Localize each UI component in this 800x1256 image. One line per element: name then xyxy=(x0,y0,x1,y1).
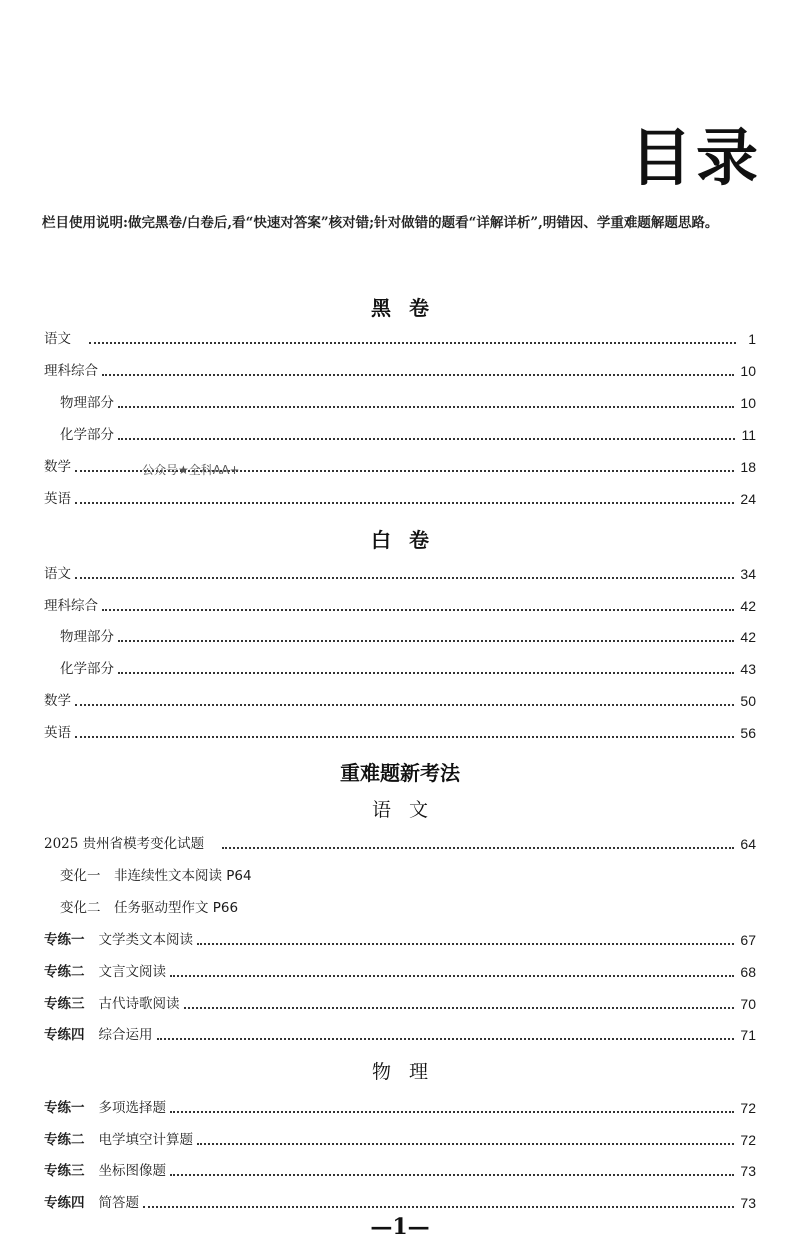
toc-entry[interactable] xyxy=(44,687,756,711)
leader-dots xyxy=(170,975,734,977)
toc-entry-label: 古代诗歌阅读 xyxy=(98,996,180,1012)
section-heading-white-paper: 白卷 xyxy=(371,528,447,552)
toc-entry[interactable] xyxy=(60,623,756,647)
toc-subentry[interactable] xyxy=(60,862,756,886)
toc-entry[interactable] xyxy=(60,389,756,413)
drill-number: 专练四 xyxy=(44,1027,85,1043)
drill-number: 专练二 xyxy=(44,964,85,980)
toc-entry-label: 英语 xyxy=(44,491,71,507)
subsection-heading-chinese: 语文 xyxy=(371,799,446,821)
toc-entry[interactable] xyxy=(44,958,756,982)
leader-dots xyxy=(75,704,734,706)
toc-entry-page: 34 xyxy=(740,566,756,582)
toc-entry-label: 文学类文本阅读 xyxy=(98,932,193,948)
drill-number: 专练一 xyxy=(44,932,85,948)
toc-subentry-label: 变化一 非连续性文本阅读 P64 xyxy=(60,868,252,884)
toc-entry-page: 50 xyxy=(740,693,756,709)
toc-entry-label: 化学部分 xyxy=(60,661,114,677)
toc-entry[interactable] xyxy=(44,1021,756,1045)
toc-entry-label: 物理部分 xyxy=(60,395,114,411)
page-number: —1— xyxy=(370,1214,430,1240)
section-heading-hard-topics: 重难题新考法 xyxy=(340,761,460,785)
leader-dots xyxy=(197,1143,734,1145)
toc-entry-page: 72 xyxy=(740,1100,756,1116)
toc-entry-page: 10 xyxy=(740,395,756,411)
toc-entry[interactable] xyxy=(44,719,756,743)
toc-entry-page: 73 xyxy=(740,1195,756,1211)
toc-entry[interactable] xyxy=(44,1094,756,1118)
leader-dots xyxy=(184,1007,735,1009)
toc-entry-label: 英语 xyxy=(44,725,71,741)
toc-entry-page: 71 xyxy=(740,1027,756,1043)
toc-entry[interactable] xyxy=(44,1157,756,1181)
leader-dots xyxy=(118,438,735,440)
toc-entry-label: 文言文阅读 xyxy=(98,964,166,980)
toc-entry-label: 语文 xyxy=(44,566,71,582)
toc-entry-label: 数学 xyxy=(44,693,71,709)
toc-entry[interactable] xyxy=(60,421,756,445)
toc-entry-page: 70 xyxy=(740,996,756,1012)
toc-entry-page: 56 xyxy=(740,725,756,741)
toc-entry-page: 10 xyxy=(740,363,756,379)
drill-number: 专练二 xyxy=(44,1132,85,1148)
leader-dots xyxy=(170,1174,734,1176)
toc-entry[interactable] xyxy=(44,560,756,584)
leader-dots xyxy=(143,1206,734,1208)
toc-entry-page: 68 xyxy=(740,964,756,980)
toc-entry-page: 73 xyxy=(740,1163,756,1179)
toc-entry[interactable] xyxy=(44,1189,756,1213)
toc-entry[interactable] xyxy=(60,655,756,679)
toc-entry-label: 物理部分 xyxy=(60,629,114,645)
toc-entry[interactable] xyxy=(44,830,756,854)
toc-entry-page: 43 xyxy=(740,661,756,677)
toc-entry[interactable] xyxy=(44,1126,756,1150)
toc-entry-label: 电学填空计算题 xyxy=(98,1132,193,1148)
leader-dots xyxy=(197,943,734,945)
toc-entry-page: 11 xyxy=(741,427,756,443)
leader-dots xyxy=(118,406,734,408)
toc-entry[interactable] xyxy=(44,357,756,381)
subsection-heading-physics: 物理 xyxy=(371,1061,446,1083)
drill-number: 专练三 xyxy=(44,1163,85,1179)
toc-entry-label: 坐标图像题 xyxy=(98,1163,166,1179)
drill-number: 专练四 xyxy=(44,1195,85,1211)
leader-dots xyxy=(89,342,736,344)
leader-dots xyxy=(170,1111,734,1113)
toc-entry-page: 1 xyxy=(748,331,756,347)
toc-entry[interactable] xyxy=(44,592,756,616)
drill-number: 专练三 xyxy=(44,996,85,1012)
toc-entry[interactable] xyxy=(44,926,756,950)
watermark: 公众号★全科AA+ xyxy=(142,463,240,477)
toc-entry-label: 理科综合 xyxy=(44,598,98,614)
toc-entry-page: 18 xyxy=(740,459,756,475)
leader-dots xyxy=(118,640,734,642)
leader-dots xyxy=(118,672,734,674)
toc-entry-label: 多项选择题 xyxy=(98,1100,166,1116)
toc-subentry[interactable] xyxy=(60,894,756,918)
toc-entry-page: 67 xyxy=(740,932,756,948)
leader-dots xyxy=(102,609,734,611)
toc-entry[interactable] xyxy=(44,485,756,509)
toc-entry-page: 72 xyxy=(740,1132,756,1148)
toc-entry[interactable] xyxy=(44,325,756,349)
toc-entry-label: 化学部分 xyxy=(60,427,114,443)
drill-number: 专练一 xyxy=(44,1100,85,1116)
toc-entry-page: 64 xyxy=(740,836,756,852)
leader-dots xyxy=(157,1038,735,1040)
section-heading-black-paper: 黑卷 xyxy=(371,296,447,320)
leader-dots xyxy=(102,374,734,376)
toc-entry-label: 综合运用 xyxy=(98,1027,153,1043)
leader-dots xyxy=(222,847,734,849)
toc-entry-page: 42 xyxy=(740,598,756,614)
toc-entry-label: 理科综合 xyxy=(44,363,98,379)
toc-entry-label: 语文 xyxy=(44,331,71,347)
leader-dots xyxy=(75,736,734,738)
toc-entry-label: 简答题 xyxy=(98,1195,139,1211)
toc-entry[interactable] xyxy=(44,990,756,1014)
page-title: 目录 xyxy=(629,121,762,194)
leader-dots xyxy=(75,502,734,504)
toc-entry-page: 42 xyxy=(740,629,756,645)
toc-entry-page: 24 xyxy=(740,491,756,507)
toc-entry-label: 数学 xyxy=(44,459,71,475)
toc-entry-label: 2025 贵州省模考变化试题 xyxy=(44,836,205,852)
leader-dots xyxy=(75,577,734,579)
usage-instructions: 栏目使用说明:做完黑卷/白卷后,看“快速对答案”核对错;针对做错的题看“详解详析”,明错因、学重难题解题思路。 xyxy=(42,215,719,231)
toc-subentry-label: 变化二 任务驱动型作文 P66 xyxy=(60,900,239,916)
